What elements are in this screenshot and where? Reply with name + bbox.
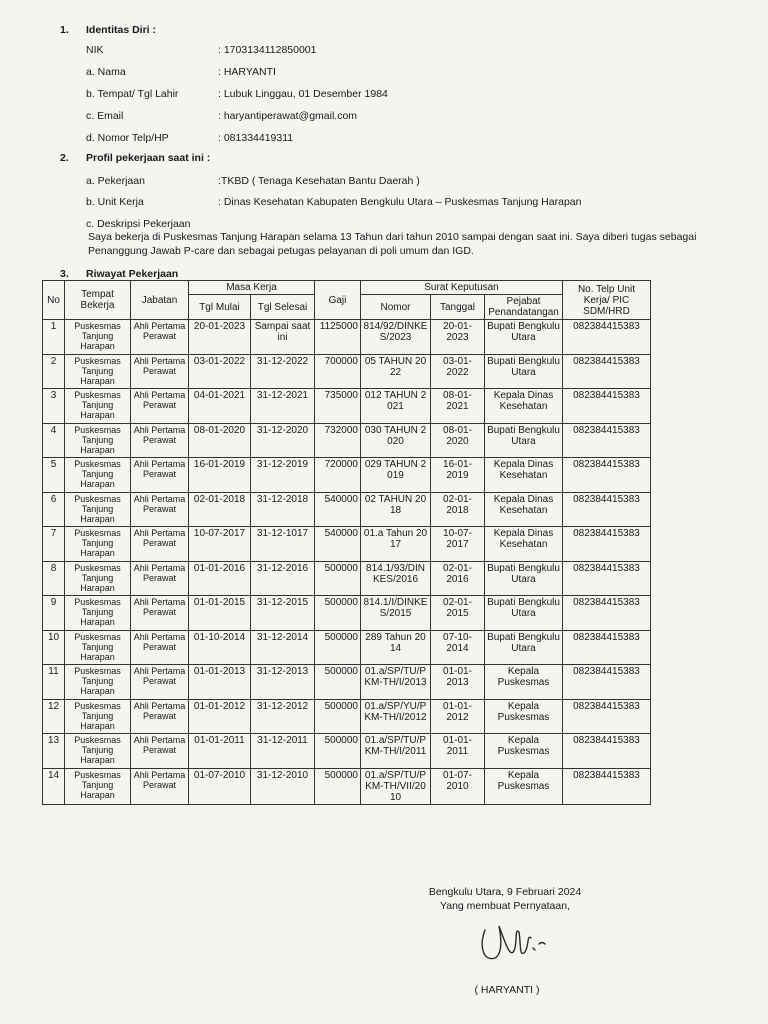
cell-telp: 082384415383 bbox=[563, 734, 651, 769]
cell-tgl-selesai: 31-12-2021 bbox=[251, 389, 315, 424]
cell-no: 9 bbox=[43, 596, 65, 631]
cell-pejabat: Kepala Dinas Kesehatan bbox=[485, 527, 563, 562]
cell-tgl-mulai: 01-01-2012 bbox=[189, 699, 251, 734]
table-row bbox=[43, 561, 651, 596]
th-nomor: Nomor bbox=[361, 295, 431, 320]
cell-tgl-selesai: 31-12-1017 bbox=[251, 527, 315, 562]
cell-tgl-selesai: 31-12-2010 bbox=[251, 768, 315, 804]
cell-tanggal: 02-01-2015 bbox=[431, 596, 485, 631]
cell-pejabat: Bupati Bengkulu Utara bbox=[485, 596, 563, 631]
table-row bbox=[43, 320, 651, 355]
cell-telp: 082384415383 bbox=[563, 699, 651, 734]
table-row bbox=[43, 768, 651, 804]
cell-tempat: Puskesmas Tanjung Harapan bbox=[65, 734, 131, 769]
section-profil-title: 2. Profil pekerjaan saat ini : bbox=[60, 152, 211, 164]
cell-telp: 082384415383 bbox=[563, 768, 651, 804]
cell-gaji: 500000 bbox=[315, 699, 361, 734]
cell-no: 3 bbox=[43, 389, 65, 424]
cell-pejabat: Kepala Dinas Kesehatan bbox=[485, 458, 563, 493]
cell-nomor: 01.a/SP/YU/PKM-TH/I/2012 bbox=[361, 699, 431, 734]
cell-tempat: Puskesmas Tanjung Harapan bbox=[65, 596, 131, 631]
cell-tgl-selesai: 31-12-2018 bbox=[251, 492, 315, 527]
cell-tempat: Puskesmas Tanjung Harapan bbox=[65, 561, 131, 596]
cell-jabatan: Ahli Pertama Perawat bbox=[131, 734, 189, 769]
cell-tgl-selesai: 31-12-2019 bbox=[251, 458, 315, 493]
cell-tgl-mulai: 10-07-2017 bbox=[189, 527, 251, 562]
cell-tanggal: 03-01-2022 bbox=[431, 354, 485, 389]
table-row bbox=[43, 492, 651, 527]
cell-tanggal: 01-01-2012 bbox=[431, 699, 485, 734]
cell-tgl-mulai: 08-01-2020 bbox=[189, 423, 251, 458]
cell-tgl-selesai: 31-12-2022 bbox=[251, 354, 315, 389]
profil-deskripsi-text: Saya bekerja di Puskesmas Tanjung Harapan selama 13 Tahun dari tahun 2010 sampai dengan saat ini. Saya diberi tugas sebagai Penanggung Jawab P-care dan sebagai petugas pelayanan di poli umum dan IGD. bbox=[88, 231, 697, 257]
cell-tanggal: 07-10-2014 bbox=[431, 630, 485, 665]
cell-tempat: Puskesmas Tanjung Harapan bbox=[65, 354, 131, 389]
cell-gaji: 700000 bbox=[315, 354, 361, 389]
cell-nomor: 814.1/I/DINKES/2015 bbox=[361, 596, 431, 631]
cell-no: 14 bbox=[43, 768, 65, 804]
cell-telp: 082384415383 bbox=[563, 320, 651, 355]
table-row bbox=[43, 630, 651, 665]
cell-jabatan: Ahli Pertama Perawat bbox=[131, 320, 189, 355]
cell-nomor: 814/92/DINKES/2023 bbox=[361, 320, 431, 355]
cell-pejabat: Kepala Puskesmas bbox=[485, 768, 563, 804]
cell-pejabat: Bupati Bengkulu Utara bbox=[485, 423, 563, 458]
cell-gaji: 735000 bbox=[315, 389, 361, 424]
cell-nomor: 030 TAHUN 2020 bbox=[361, 423, 431, 458]
cell-tgl-mulai: 01-01-2016 bbox=[189, 561, 251, 596]
section-identitas-title: 1. Identitas Diri : bbox=[60, 24, 157, 36]
cell-jabatan: Ahli Pertama Perawat bbox=[131, 354, 189, 389]
cell-telp: 082384415383 bbox=[563, 389, 651, 424]
cell-jabatan: Ahli Pertama Perawat bbox=[131, 699, 189, 734]
th-tempat: Tempat Bekerja bbox=[65, 281, 131, 320]
cell-no: 8 bbox=[43, 561, 65, 596]
cell-tanggal: 08-01-2020 bbox=[431, 423, 485, 458]
cell-jabatan: Ahli Pertama Perawat bbox=[131, 596, 189, 631]
cell-gaji: 1125000 bbox=[315, 320, 361, 355]
cell-gaji: 500000 bbox=[315, 596, 361, 631]
cell-jabatan: Ahli Pertama Perawat bbox=[131, 665, 189, 700]
cell-tempat: Puskesmas Tanjung Harapan bbox=[65, 458, 131, 493]
cell-tgl-selesai: Sampai saat ini bbox=[251, 320, 315, 355]
cell-nomor: 814.1/93/DINKES/2016 bbox=[361, 561, 431, 596]
cell-tgl-mulai: 16-01-2019 bbox=[189, 458, 251, 493]
cell-telp: 082384415383 bbox=[563, 458, 651, 493]
riwayat-table bbox=[42, 280, 651, 805]
cell-tgl-selesai: 31-12-2014 bbox=[251, 630, 315, 665]
cell-tgl-selesai: 31-12-2016 bbox=[251, 561, 315, 596]
cell-telp: 082384415383 bbox=[563, 596, 651, 631]
cell-gaji: 500000 bbox=[315, 768, 361, 804]
cell-pejabat: Kepala Puskesmas bbox=[485, 699, 563, 734]
cell-tempat: Puskesmas Tanjung Harapan bbox=[65, 665, 131, 700]
cell-nomor: 01.a/SP/TU/PKM-TH/I/2013 bbox=[361, 665, 431, 700]
cell-telp: 082384415383 bbox=[563, 630, 651, 665]
cell-telp: 082384415383 bbox=[563, 561, 651, 596]
cell-nomor: 02 TAHUN 2018 bbox=[361, 492, 431, 527]
cell-tgl-selesai: 31-12-2013 bbox=[251, 665, 315, 700]
th-pejabat: Pejabat Penandatangan bbox=[485, 295, 563, 320]
cell-jabatan: Ahli Pertama Perawat bbox=[131, 527, 189, 562]
cell-pejabat: Bupati Bengkulu Utara bbox=[485, 630, 563, 665]
cell-pejabat: Kepala Dinas Kesehatan bbox=[485, 492, 563, 527]
cell-tgl-mulai: 20-01-2023 bbox=[189, 320, 251, 355]
cell-tempat: Puskesmas Tanjung Harapan bbox=[65, 630, 131, 665]
cell-gaji: 500000 bbox=[315, 665, 361, 700]
cell-tgl-mulai: 04-01-2021 bbox=[189, 389, 251, 424]
table-row bbox=[43, 596, 651, 631]
cell-telp: 082384415383 bbox=[563, 423, 651, 458]
cell-tanggal: 02-01-2016 bbox=[431, 561, 485, 596]
cell-tgl-mulai: 01-07-2010 bbox=[189, 768, 251, 804]
cell-gaji: 720000 bbox=[315, 458, 361, 493]
sign-role: Yang membuat Pernyataan, bbox=[440, 900, 570, 912]
cell-pejabat: Bupati Bengkulu Utara bbox=[485, 354, 563, 389]
cell-tanggal: 10-07-2017 bbox=[431, 527, 485, 562]
cell-no: 11 bbox=[43, 665, 65, 700]
cell-tgl-selesai: 31-12-2012 bbox=[251, 699, 315, 734]
cell-no: 10 bbox=[43, 630, 65, 665]
cell-no: 4 bbox=[43, 423, 65, 458]
cell-nomor: 01.a/SP/TU/PKM-TH/I/2011 bbox=[361, 734, 431, 769]
cell-jabatan: Ahli Pertama Perawat bbox=[131, 561, 189, 596]
cell-telp: 082384415383 bbox=[563, 665, 651, 700]
cell-jabatan: Ahli Pertama Perawat bbox=[131, 389, 189, 424]
cell-tgl-mulai: 01-01-2011 bbox=[189, 734, 251, 769]
th-telp: No. Telp Unit Kerja/ PIC SDM/HRD bbox=[563, 281, 651, 320]
th-tanggal: Tanggal bbox=[431, 295, 485, 320]
cell-telp: 082384415383 bbox=[563, 354, 651, 389]
table-row bbox=[43, 423, 651, 458]
cell-nomor: 05 TAHUN 2022 bbox=[361, 354, 431, 389]
table-row bbox=[43, 734, 651, 769]
cell-tgl-selesai: 31-12-2020 bbox=[251, 423, 315, 458]
th-surat: Surat Keputusan bbox=[361, 281, 563, 295]
section-riwayat-title: 3. Riwayat Pekerjaan bbox=[60, 268, 179, 280]
th-gaji: Gaji bbox=[315, 281, 361, 320]
cell-pejabat: Kepala Puskesmas bbox=[485, 665, 563, 700]
sign-name: ( HARYANTI ) bbox=[474, 984, 540, 996]
cell-nomor: 289 Tahun 2014 bbox=[361, 630, 431, 665]
cell-no: 5 bbox=[43, 458, 65, 493]
cell-no: 2 bbox=[43, 354, 65, 389]
cell-jabatan: Ahli Pertama Perawat bbox=[131, 492, 189, 527]
th-masa-kerja: Masa Kerja bbox=[189, 281, 315, 295]
cell-nomor: 01.a Tahun 2017 bbox=[361, 527, 431, 562]
cell-telp: 082384415383 bbox=[563, 527, 651, 562]
cell-pejabat: Bupati Bengkulu Utara bbox=[485, 561, 563, 596]
cell-tgl-mulai: 03-01-2022 bbox=[189, 354, 251, 389]
cell-no: 13 bbox=[43, 734, 65, 769]
cell-tempat: Puskesmas Tanjung Harapan bbox=[65, 699, 131, 734]
cell-tempat: Puskesmas Tanjung Harapan bbox=[65, 492, 131, 527]
cell-gaji: 500000 bbox=[315, 734, 361, 769]
cell-jabatan: Ahli Pertama Perawat bbox=[131, 630, 189, 665]
table-row bbox=[43, 389, 651, 424]
cell-tanggal: 16-01-2019 bbox=[431, 458, 485, 493]
cell-tanggal: 01-01-2013 bbox=[431, 665, 485, 700]
cell-nomor: 012 TAHUN 2021 bbox=[361, 389, 431, 424]
cell-tanggal: 20-01-2023 bbox=[431, 320, 485, 355]
cell-pejabat: Kepala Dinas Kesehatan bbox=[485, 389, 563, 424]
cell-gaji: 732000 bbox=[315, 423, 361, 458]
sign-place-date: Bengkulu Utara, 9 Februari 2024 bbox=[428, 886, 582, 898]
cell-tanggal: 02-01-2018 bbox=[431, 492, 485, 527]
cell-pejabat: Bupati Bengkulu Utara bbox=[485, 320, 563, 355]
cell-nomor: 029 TAHUN 2019 bbox=[361, 458, 431, 493]
cell-no: 1 bbox=[43, 320, 65, 355]
cell-pejabat: Kepala Puskesmas bbox=[485, 734, 563, 769]
th-tgl-selesai: Tgl Selesai bbox=[251, 295, 315, 320]
cell-gaji: 540000 bbox=[315, 527, 361, 562]
cell-tempat: Puskesmas Tanjung Harapan bbox=[65, 768, 131, 804]
table-row bbox=[43, 354, 651, 389]
cell-tgl-selesai: 31-12-2011 bbox=[251, 734, 315, 769]
cell-tempat: Puskesmas Tanjung Harapan bbox=[65, 389, 131, 424]
table-row bbox=[43, 527, 651, 562]
table-row bbox=[43, 665, 651, 700]
cell-tanggal: 01-01-2011 bbox=[431, 734, 485, 769]
cell-no: 7 bbox=[43, 527, 65, 562]
cell-jabatan: Ahli Pertama Perawat bbox=[131, 423, 189, 458]
cell-no: 12 bbox=[43, 699, 65, 734]
cell-tgl-mulai: 02-01-2018 bbox=[189, 492, 251, 527]
table-row bbox=[43, 699, 651, 734]
cell-telp: 082384415383 bbox=[563, 492, 651, 527]
signature-scribble bbox=[475, 918, 555, 978]
cell-gaji: 500000 bbox=[315, 630, 361, 665]
cell-no: 6 bbox=[43, 492, 65, 527]
cell-gaji: 500000 bbox=[315, 561, 361, 596]
cell-tempat: Puskesmas Tanjung Harapan bbox=[65, 527, 131, 562]
cell-tgl-selesai: 31-12-2015 bbox=[251, 596, 315, 631]
th-jabatan: Jabatan bbox=[131, 281, 189, 320]
cell-jabatan: Ahli Pertama Perawat bbox=[131, 768, 189, 804]
table-row bbox=[43, 458, 651, 493]
cell-nomor: 01.a/SP/TU/PKM-TH/VII/2010 bbox=[361, 768, 431, 804]
cell-jabatan: Ahli Pertama Perawat bbox=[131, 458, 189, 493]
cell-tanggal: 01-07-2010 bbox=[431, 768, 485, 804]
cell-tgl-mulai: 01-10-2014 bbox=[189, 630, 251, 665]
cell-tempat: Puskesmas Tanjung Harapan bbox=[65, 320, 131, 355]
th-no: No bbox=[43, 281, 65, 320]
cell-tgl-mulai: 01-01-2013 bbox=[189, 665, 251, 700]
cell-tanggal: 08-01-2021 bbox=[431, 389, 485, 424]
cell-tempat: Puskesmas Tanjung Harapan bbox=[65, 423, 131, 458]
cell-tgl-mulai: 01-01-2015 bbox=[189, 596, 251, 631]
cell-gaji: 540000 bbox=[315, 492, 361, 527]
th-tgl-mulai: Tgl Mulai bbox=[189, 295, 251, 320]
